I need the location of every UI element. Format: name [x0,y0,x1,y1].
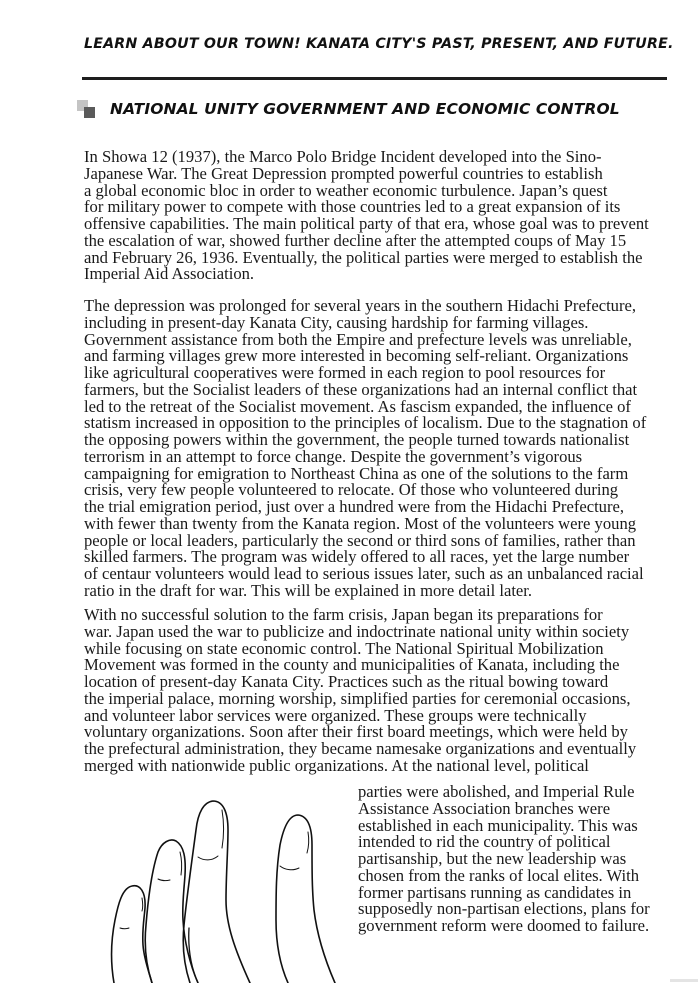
text-line: government reform were doomed to failure. [358,916,650,935]
paragraph-3 [84,607,636,775]
paragraph-1 [84,149,649,283]
text-line: terrorism in an attempt to force change. Despite the government’s vigorous [84,446,583,466]
page-corner-mark [670,979,698,982]
text-line: merged with nationwide public organizations. At the national level, political [84,755,589,775]
text-line: with fewer than twenty from the Kanata region. Most of the volunteers were young [84,513,637,533]
text-line: farmers, but the Socialist leaders of these organizations had an internal conflict that [84,379,638,399]
ring-nail [158,879,170,881]
text-line: parties were abolished, and Imperial Rule [358,782,635,801]
text-line: voluntary organizations. Soon after their first board meetings, which were held by [84,722,628,742]
text-line: Japanese War. The Great Depression prompted powerful countries to establish [84,163,603,183]
text-line: the prefectural administration, they became namesake organizations and eventually [84,739,637,758]
text-line: for military power to compete with those countries led to a great expansion of its [84,197,621,217]
text-line: Movement was formed in the county and municipalities of Kanata, including the [84,655,620,675]
middle-nail [198,856,218,860]
running-head: LEARN ABOUT OUR TOWN! KANATA CITY'S PAST, PRESENT, AND FUTURE. [84,36,674,52]
ring-finger [145,840,198,983]
text-line: people or local leaders, particularly the second or third sons of families, rather than [84,530,636,550]
text-line: ratio in the draft for war. This will be explained in more detail later. [84,580,533,600]
header-rule [82,77,667,80]
index-finger [276,815,335,983]
text-line: former partisans running as candidates in [358,882,632,902]
text-line: Government assistance from both the Empire and prefecture levels was unreliable, [84,329,632,349]
text-line: and volunteer labor services were organized. These groups were technically [84,705,587,725]
text-line: The depression was prolonged for several years in the southern Hidachi Prefecture, [84,296,637,315]
text-line: the escalation of war, showed further decline after the attempted coups of May 15 [84,230,627,250]
text-line: In Showa 12 (1937), the Marco Polo Bridge Incident developed into the Sino- [84,147,602,166]
text-line: a global economic bloc in order to weather economic turbulence. Japan’s quest [84,180,608,200]
text-line: led to the retreat of the Socialist movement. As fascism expanded, the influence of [84,396,631,416]
text-line: the imperial palace, morning worship, simplified parties for ceremonial occasions, [84,688,631,708]
text-line: Imperial Aid Association. [84,264,255,284]
text-line: like agricultural cooperatives were formed in each region to pool resources for [84,363,606,382]
text-line: offensive capabilities. The main political party of that era, whose goal was to prevent [84,214,649,233]
text-line: chosen from the ranks of local elites. With [358,865,640,885]
paragraph-4-wrapped [358,784,650,935]
text-line: location of present-day Kanata City. Practices such as the ritual bowing toward [84,672,609,691]
pinky-nail [120,928,129,929]
text-line: of centaur volunteers would lead to serious issues later, such as an unbalanced racial [84,564,644,583]
section-title: NATIONAL UNITY GOVERNMENT AND ECONOMIC CONTROL [110,100,620,118]
text-line: the opposing powers within the government, the people turned towards nationalist [84,430,630,449]
stacked-squares-icon-front [84,107,95,118]
text-line: established in each municipality. This was [358,815,638,835]
text-line: Assistance Association branches were [358,798,611,818]
text-line: With no successful solution to the farm crisis, Japan began its preparations for [84,605,603,624]
text-line: crisis, very few people volunteered to relocate. Of those who volunteered during [84,480,619,500]
middle-finger [183,801,250,983]
text-line: while focusing on state economic control. The National Spiritual Mobilization [84,638,604,658]
text-line: partisanship, but the new leadership was [358,849,627,868]
text-line: and February 26, 1936. Eventually, the political parties were merged to establish the [84,247,643,267]
text-line: statism increased in opposition to the principles of localism. Due to the stagnation of [84,413,647,433]
text-line: the trial emigration period, just over a hundred were from the Hidachi Prefecture, [84,497,625,516]
index-nail [280,866,299,870]
text-line: skilled farmers. The program was widely offered to all races, yet the large number [84,547,630,567]
text-line: and farming villages grew more interested in becoming self-reliant. Organizations [84,346,629,366]
raised-hand-illustration [80,780,350,983]
text-line: intended to rid the country of political [358,832,611,852]
text-line: war. Japan used the war to publicize and indoctrinate national unity within society [84,621,630,641]
paragraph-2 [84,298,646,600]
text-line: campaigning for emigration to Northeast China as one of the solutions to the farm [84,463,629,483]
text-line: including in present-day Kanata City, causing hardship for farming villages. [84,312,589,332]
text-line: supposedly non-partisan elections, plans for [358,899,650,919]
